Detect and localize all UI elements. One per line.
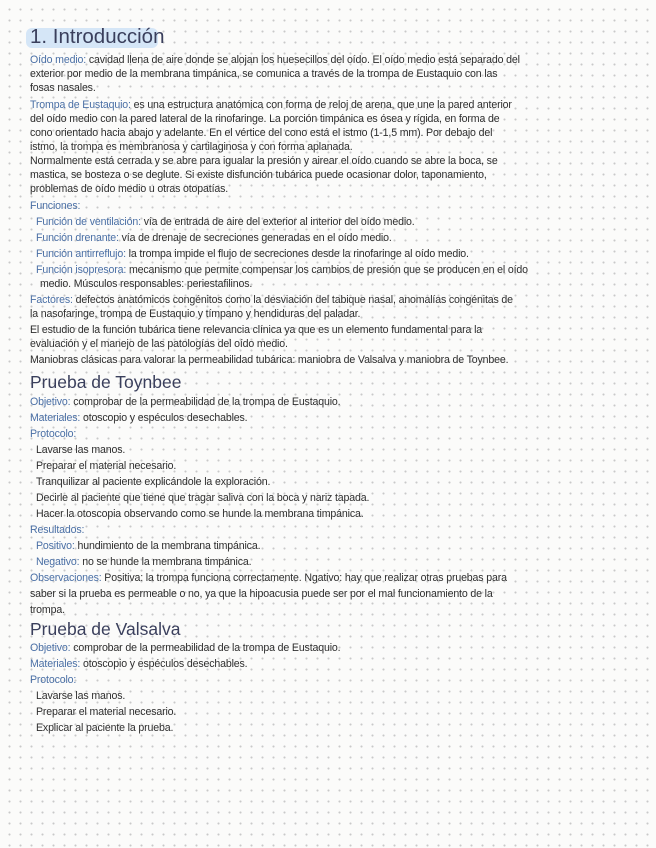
protocolo-step: Explicar al paciente la prueba. (36, 722, 174, 734)
label: Objetivo: (30, 396, 71, 408)
resultado-term: Negativo: (36, 556, 80, 568)
intro-trompa-line-1 (30, 98, 512, 112)
funcion-item (36, 263, 528, 277)
term-factores: Factores: (30, 294, 73, 306)
funcion-item (36, 231, 392, 245)
funcion-text: vía de entrada de aire del exterior al interior del oído medio. (140, 216, 415, 228)
page-title (30, 24, 164, 50)
resultado-term: Positivo: (36, 540, 75, 552)
funciones-label: Funciones: (30, 200, 81, 212)
factores-line-2: la nasofaringe, trompa de Eustaquio y tímpano y hendiduras del paladar. (30, 308, 361, 320)
estudio-line-3: Maniobras clásicas para valorar la permeabilidad tubárica: maniobra de Valsalva y maniobra de Toynbee. (30, 354, 509, 366)
protocolo-step: Tranquilizar al paciente explicándole la exploración. (36, 476, 271, 488)
toynbee-title: Prueba de Toynbee (30, 372, 182, 392)
intro-trompa-line-5: Normalmente está cerrada y se abre para igualar la presión y airear el oído cuando se abre la boca, se (30, 155, 498, 167)
funcion-item (36, 247, 469, 261)
protocolo-step: Hacer la otoscopia observando como se hunde la membrana timpánica. (36, 508, 364, 520)
label: Observaciones: (30, 572, 102, 584)
resultado-text: no se hunde la membrana timpánica. (79, 556, 252, 568)
text: defectos anatómicos congénitos como la desviación del tabique nasal, anomalías congénitas de (72, 294, 513, 306)
resultado-text: hundimiento de la membrana timpánica. (74, 540, 261, 552)
valsalva-materiales (30, 657, 247, 671)
intro-trompa-line-2: del oído medio con la pared lateral de la rinofaringe. La porción timpánica es ósea y rígida, en forma de (30, 113, 500, 125)
label: Materiales: (30, 412, 81, 424)
protocolo-step: Preparar el material necesario. (36, 460, 177, 472)
intro-oido-medio-line-1 (30, 53, 520, 67)
intro-trompa-line-4: istmo, la trompa es membranosa y cartilaginosa y con forma aplanada. (30, 141, 353, 153)
text: comprobar de la permeabilidad de la trompa de Eustaquio. (70, 642, 341, 654)
resultado-item (36, 555, 251, 569)
text: Positiva: la trompa funciona correctamente. Ngativo: hay que realizar otras pruebas para (101, 572, 507, 584)
intro-trompa-line-6: mastica, se bosteza o se deglute. Si existe disfunción tubárica puede ocasionar dolor, taponamiento, (30, 169, 487, 181)
toynbee-observaciones-line-1 (30, 571, 507, 585)
funcion-term: Función de ventilación: (36, 216, 141, 228)
term-oido-medio: Oído medio: (30, 54, 87, 66)
intro-trompa-line-7: problemas de oído medio u otras otopatías. (30, 183, 229, 195)
valsalva-objetivo (30, 641, 340, 655)
intro-oido-medio-line-2: exterior por medio de la membrana timpánica, se comunica a través de la trompa de Eustaquio con las (30, 68, 498, 80)
funcion-text: vía de drenaje de secreciones generadas en el oído medio. (118, 232, 392, 244)
factores-line-1 (30, 293, 513, 307)
toynbee-materiales (30, 411, 247, 425)
funcion-text: la trompa impide el flujo de secreciones desde la rinofaringe al oído medio. (125, 248, 469, 260)
protocolo-step: Decirle al paciente que tiene que tragar saliva con la boca y nariz tapada. (36, 492, 370, 504)
funcion-text: mecanismo que permite compensar los cambios de presión que se producen en el oído (126, 264, 528, 276)
funcion-iso-line-2: medio. Músculos responsables: periestafilinos. (40, 278, 253, 290)
protocolo-step: Preparar el material necesario. (36, 706, 177, 718)
term-trompa: Trompa de Eustaquio: (30, 99, 131, 111)
label: Materiales: (30, 658, 81, 670)
valsalva-protocolo-label: Protocolo: (30, 674, 77, 686)
toynbee-objetivo (30, 395, 340, 409)
valsalva-title: Prueba de Valsalva (30, 619, 181, 639)
text: otoscopio y espéculos desechables. (80, 658, 248, 670)
toynbee-observaciones-line-3: trompa. (30, 604, 65, 616)
text: es una estructura anatómica con forma de reloj de arena, que une la pared anterior (130, 99, 512, 111)
funcion-term: Función isopresora: (36, 264, 127, 276)
funcion-term: Función antirreflujo: (36, 248, 126, 260)
resultado-item (36, 539, 260, 553)
toynbee-observaciones-line-2: saber si la prueba es permeable o no, ya que la hipoacusia puede ser por el mal funcionamiento de la (30, 588, 493, 600)
toynbee-resultados-label: Resultados: (30, 524, 85, 536)
intro-oido-medio-line-3: fosas nasales. (30, 82, 96, 94)
text: cavidad llena de aire donde se alojan los huesecillos del oído. El oído medio está separado del (86, 54, 520, 66)
protocolo-step: Lavarse las manos. (36, 444, 126, 456)
protocolo-step: Lavarse las manos. (36, 690, 126, 702)
funcion-term: Función drenante: (36, 232, 119, 244)
page-title-text: 1. Introducción (30, 25, 165, 48)
estudio-line-2: evaluación y el manejo de las patologías del oído medio. (30, 338, 288, 350)
estudio-line-1: El estudio de la función tubárica tiene relevancia clínica ya que es un elemento fundamental para la (30, 324, 483, 336)
toynbee-protocolo-label: Protocolo: (30, 428, 77, 440)
funcion-item (36, 215, 415, 229)
text: otoscopio y espéculos desechables. (80, 412, 248, 424)
text: comprobar de la permeabilidad de la trompa de Eustaquio. (70, 396, 341, 408)
intro-trompa-line-3: cono orientado hacia abajo y adelante. En el vértice del cono está el istmo (1-1,5 mm). Por debajo del (30, 127, 493, 139)
label: Objetivo: (30, 642, 71, 654)
